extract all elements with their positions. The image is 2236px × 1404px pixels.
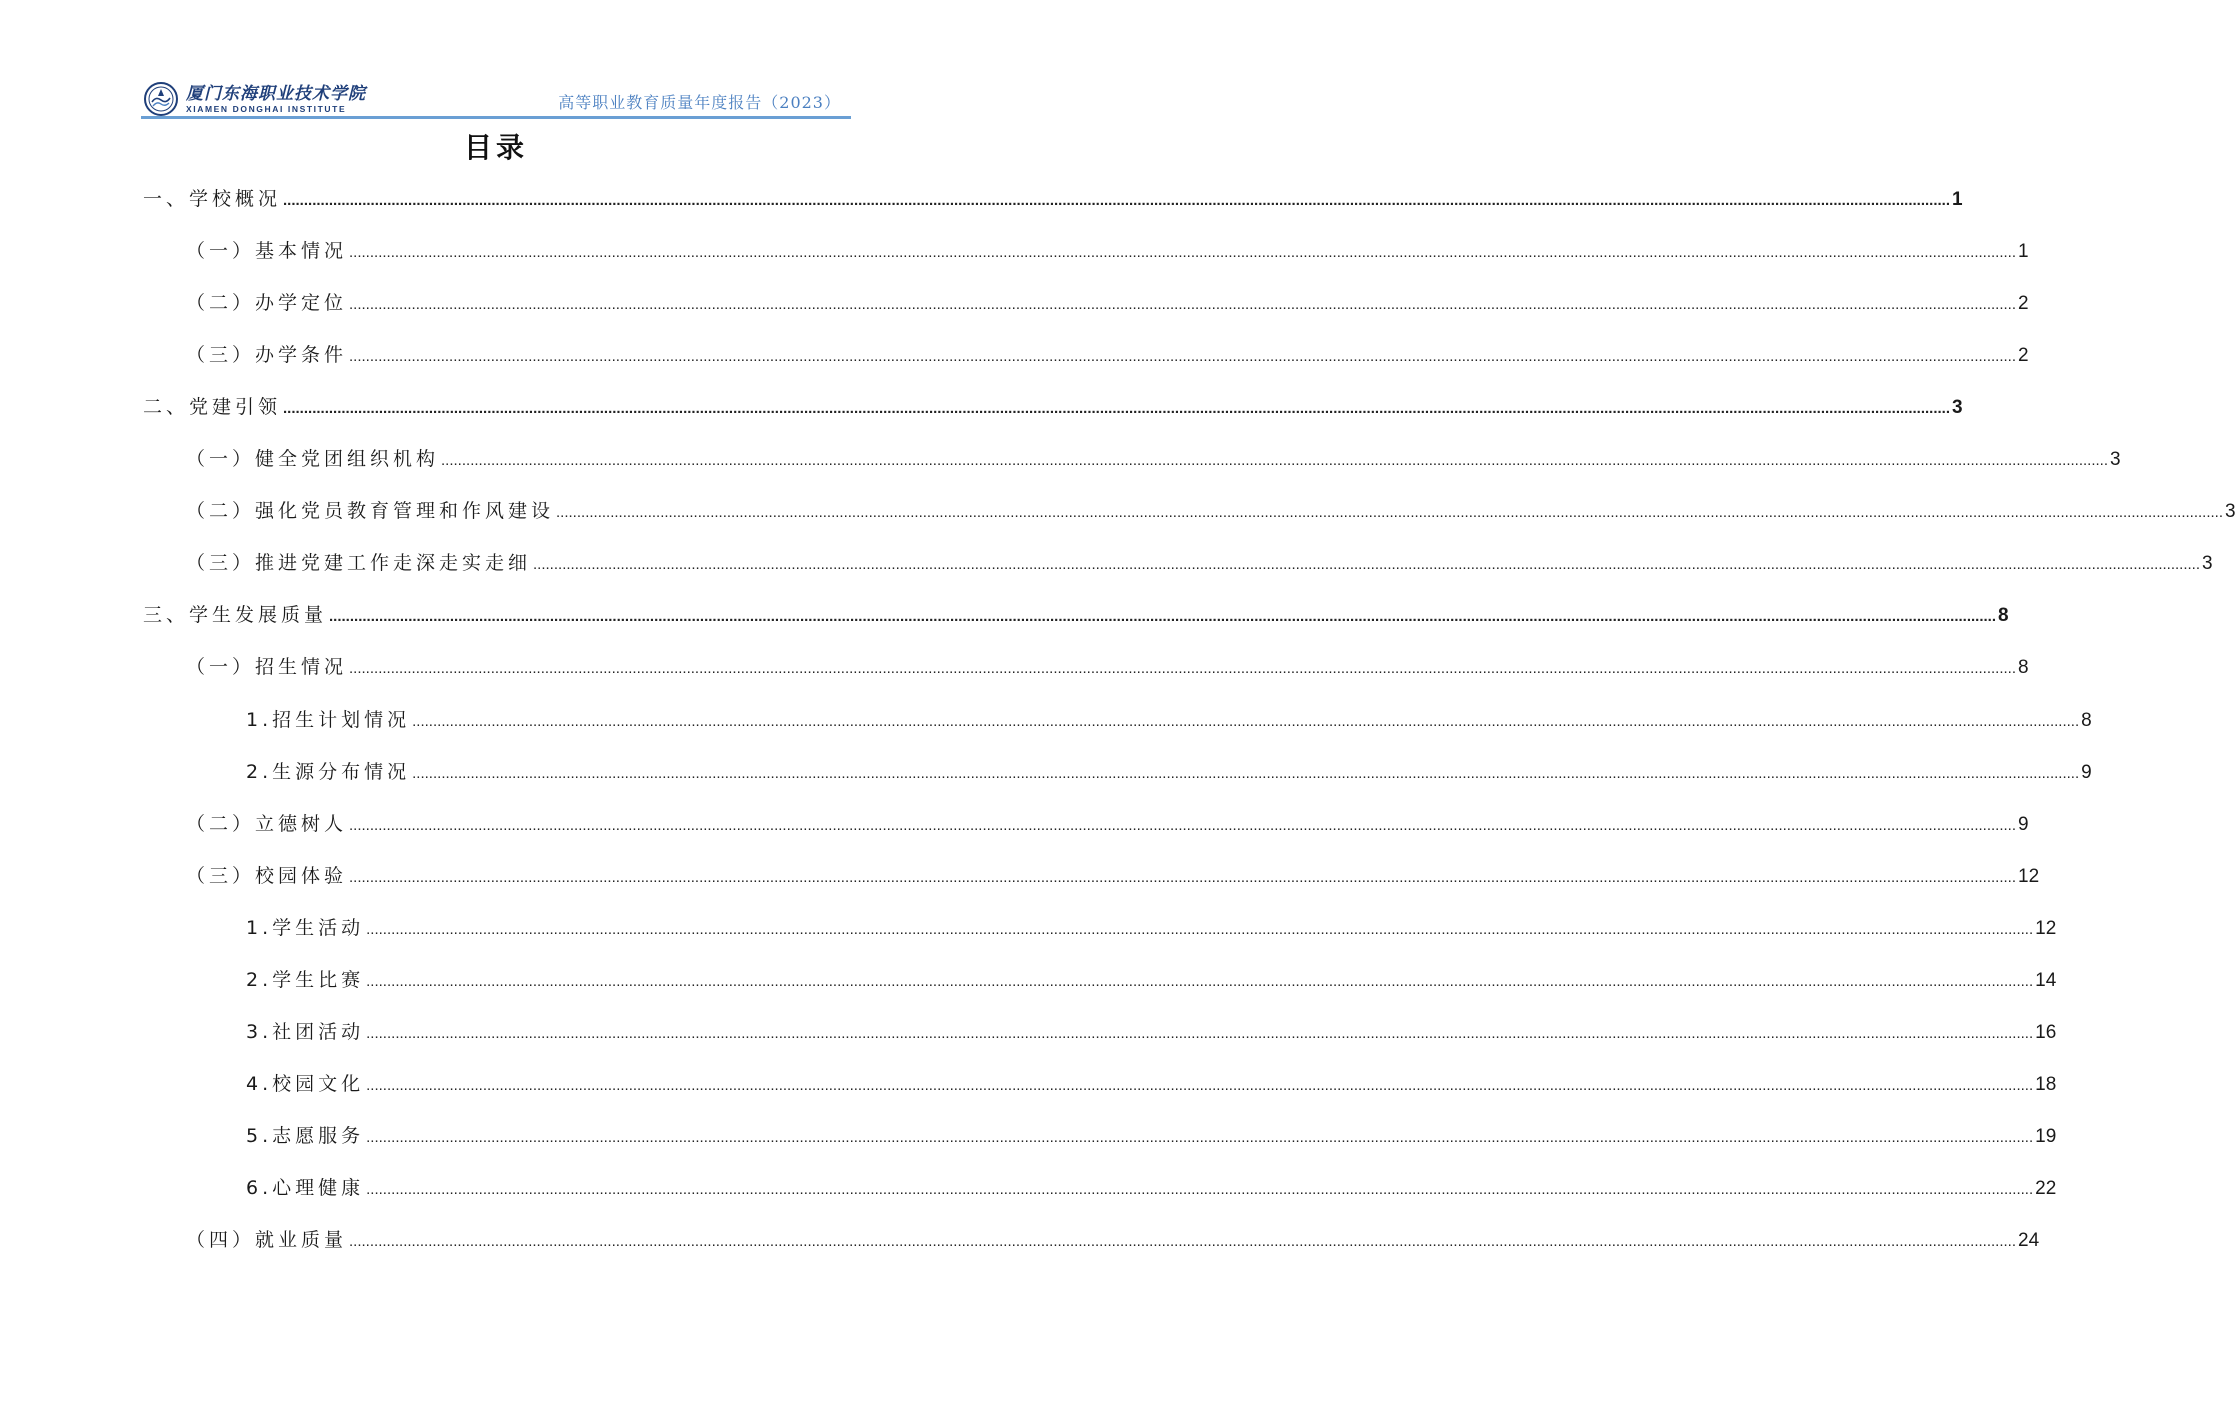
toc-leader-dots: ................................................................................................................................................................................................................................................................................................................................................................................................................ [366, 1129, 2034, 1146]
toc-entry[interactable] [246, 965, 2057, 995]
toc-leader-dots: ................................................................................................................................................................................................................................................................................................................................................................................................................ [283, 192, 1951, 209]
toc-entry-title: （一）招生情况 [186, 656, 348, 678]
toc-leader-dots: ................................................................................................................................................................................................................................................................................................................................................................................................................ [412, 713, 2080, 730]
toc-entry-title: 一、学校概况 [143, 188, 282, 210]
toc-leader-dots: ................................................................................................................................................................................................................................................................................................................................................................................................................ [349, 296, 2017, 313]
toc-page-number: 16 [2035, 1022, 2057, 1043]
toc-page-number: 1 [1952, 189, 1963, 210]
toc-leader-dots: ................................................................................................................................................................................................................................................................................................................................................................................................................ [366, 1077, 2034, 1094]
toc-entry-title: 二、党建引领 [143, 396, 282, 418]
toc-leader-dots: ................................................................................................................................................................................................................................................................................................................................................................................................................ [366, 973, 2034, 990]
toc-entry-title: 5.志愿服务 [246, 1125, 365, 1147]
toc-entry-title: （一）基本情况 [186, 240, 348, 262]
toc-leader-dots: ................................................................................................................................................................................................................................................................................................................................................................................................................ [366, 1181, 2034, 1198]
toc-entry-title: 6.心理健康 [246, 1177, 365, 1199]
toc-entry-title: （二）办学定位 [186, 292, 348, 314]
logo-chinese-name: 厦门东海职业技术学院 [186, 84, 366, 104]
toc-page-number: 2 [2018, 345, 2029, 366]
toc-leader-dots: ................................................................................................................................................................................................................................................................................................................................................................................................................ [366, 921, 2034, 938]
toc-page-number: 12 [2035, 918, 2057, 939]
toc-leader-dots: ................................................................................................................................................................................................................................................................................................................................................................................................................ [349, 869, 2017, 886]
toc-page-number: 3 [1952, 397, 1963, 418]
toc-entry[interactable] [143, 184, 1963, 214]
toc-leader-dots: ................................................................................................................................................................................................................................................................................................................................................................................................................ [349, 817, 2017, 834]
toc-page-number: 1 [2018, 241, 2029, 262]
toc-page-number: 2 [2018, 293, 2029, 314]
toc-page-number: 9 [2018, 814, 2029, 835]
toc-entry[interactable] [143, 600, 2009, 630]
toc-entry[interactable] [186, 652, 2029, 682]
toc-entry[interactable] [143, 392, 1963, 422]
toc-leader-dots: ................................................................................................................................................................................................................................................................................................................................................................................................................ [349, 1233, 2017, 1250]
school-logo [144, 81, 366, 117]
toc-page-number: 8 [1998, 605, 2009, 626]
toc-page-number: 3 [2110, 449, 2121, 470]
toc-entry[interactable] [246, 1017, 2057, 1047]
toc-entry[interactable] [246, 757, 2092, 787]
toc-entry-title: 1.招生计划情况 [246, 709, 411, 731]
toc-entry-title: （三）办学条件 [186, 344, 348, 366]
toc-entry[interactable] [186, 809, 2029, 839]
toc-entry-title: 2.学生比赛 [246, 969, 365, 991]
toc-page-number: 22 [2035, 1178, 2057, 1199]
toc-entry-title: 4.校园文化 [246, 1073, 365, 1095]
toc-page-number: 8 [2081, 710, 2092, 731]
toc-entry-title: （一）健全党团组织机构 [186, 448, 440, 470]
toc-entry-title: （二）强化党员教育管理和作风建设 [186, 500, 555, 522]
toc-entry-title: 三、学生发展质量 [143, 604, 328, 626]
toc-page-number: 19 [2035, 1126, 2057, 1147]
toc-entry-title: （三）校园体验 [186, 865, 348, 887]
toc-entry[interactable] [186, 444, 2121, 474]
toc-entry[interactable] [186, 861, 2040, 891]
toc-leader-dots: ................................................................................................................................................................................................................................................................................................................................................................................................................ [366, 1025, 2034, 1042]
toc-entry[interactable] [186, 548, 2213, 578]
toc-entry-title: 2.生源分布情况 [246, 761, 411, 783]
report-title: 高等职业教育质量年度报告（2023） [558, 93, 841, 112]
toc-leader-dots: ................................................................................................................................................................................................................................................................................................................................................................................................................ [556, 504, 2224, 521]
toc-page-number: 12 [2018, 866, 2040, 887]
toc-entry-title: （二）立德树人 [186, 813, 348, 835]
toc-page-number: 9 [2081, 762, 2092, 783]
toc-entry-title: 1.学生活动 [246, 917, 365, 939]
toc-page-number: 3 [2225, 501, 2236, 522]
toc-entry[interactable] [186, 1225, 2040, 1255]
toc-page-number: 18 [2035, 1074, 2057, 1095]
toc-entry[interactable] [186, 236, 2029, 266]
toc-leader-dots: ................................................................................................................................................................................................................................................................................................................................................................................................................ [441, 452, 2109, 469]
toc-page-number: 24 [2018, 1230, 2040, 1251]
toc-page-number: 8 [2018, 657, 2029, 678]
toc-entry[interactable] [246, 913, 2057, 943]
toc-entry[interactable] [246, 1069, 2057, 1099]
toc-page-number: 3 [2202, 553, 2213, 574]
toc-leader-dots: ................................................................................................................................................................................................................................................................................................................................................................................................................ [349, 660, 2017, 677]
toc-leader-dots: ................................................................................................................................................................................................................................................................................................................................................................................................................ [329, 608, 1997, 625]
toc-entry[interactable] [186, 496, 2236, 526]
toc-page-number: 14 [2035, 970, 2057, 991]
toc-entry[interactable] [246, 705, 2092, 735]
logo-english-name: XIAMEN DONGHAI INSTITUTE [186, 104, 347, 114]
page-title: 目录 [463, 131, 528, 164]
toc-entry[interactable] [246, 1121, 2057, 1151]
toc-leader-dots: ................................................................................................................................................................................................................................................................................................................................................................................................................ [283, 400, 1951, 417]
toc-leader-dots: ................................................................................................................................................................................................................................................................................................................................................................................................................ [412, 765, 2080, 782]
toc-entry-title: （三）推进党建工作走深走实走细 [186, 552, 532, 574]
toc-leader-dots: ................................................................................................................................................................................................................................................................................................................................................................................................................ [349, 348, 2017, 365]
header-divider [141, 116, 851, 119]
toc-entry-title: 3.社团活动 [246, 1021, 365, 1043]
toc-leader-dots: ................................................................................................................................................................................................................................................................................................................................................................................................................ [349, 244, 2017, 261]
toc-entry[interactable] [186, 340, 2029, 370]
toc-entry[interactable] [246, 1173, 2057, 1203]
toc-entry-title: （四）就业质量 [186, 1229, 348, 1251]
page-header [141, 78, 851, 118]
school-emblem-icon [144, 82, 178, 116]
toc-entry[interactable] [186, 288, 2029, 318]
toc-leader-dots: ................................................................................................................................................................................................................................................................................................................................................................................................................ [533, 556, 2201, 573]
